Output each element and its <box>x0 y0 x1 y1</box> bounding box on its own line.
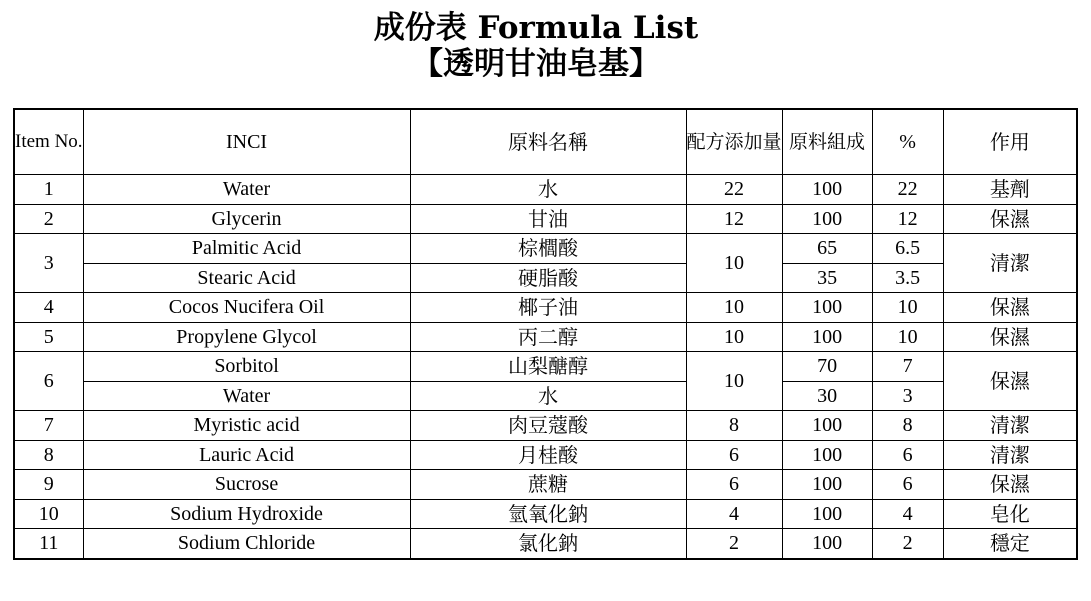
cell-percent: 3.5 <box>872 263 943 293</box>
cell-composition: 65 <box>782 234 872 264</box>
cell-composition: 30 <box>782 381 872 411</box>
table-row <box>14 175 1077 205</box>
cell-function: 保濕 <box>943 470 1077 500</box>
cell-composition: 100 <box>782 204 872 234</box>
cell-function: 清潔 <box>943 440 1077 470</box>
cell-percent: 22 <box>872 175 943 205</box>
cell-function: 保濕 <box>943 293 1077 323</box>
cell-item: 3 <box>14 234 83 293</box>
cell-composition: 100 <box>782 411 872 441</box>
cell-percent: 6 <box>872 440 943 470</box>
table-row <box>14 204 1077 234</box>
cell-function: 清潔 <box>943 411 1077 441</box>
cell-percent: 3 <box>872 381 943 411</box>
header-material-name: 原料名稱 <box>410 109 686 175</box>
cell-amount: 10 <box>686 322 782 352</box>
cell-material-name: 肉豆蔻酸 <box>410 411 686 441</box>
table-row <box>14 440 1077 470</box>
cell-percent: 10 <box>872 293 943 323</box>
cell-percent: 10 <box>872 322 943 352</box>
cell-item: 5 <box>14 322 83 352</box>
cell-material-name: 丙二醇 <box>410 322 686 352</box>
cell-composition: 100 <box>782 529 872 559</box>
cell-inci: Sodium Hydroxide <box>83 499 410 529</box>
cell-composition: 100 <box>782 175 872 205</box>
header-item-no: Item No. <box>14 109 83 175</box>
table-row <box>14 263 1077 293</box>
cell-inci: Water <box>83 175 410 205</box>
cell-function: 保濕 <box>943 204 1077 234</box>
cell-material-name: 蔗糖 <box>410 470 686 500</box>
cell-inci: Stearic Acid <box>83 263 410 293</box>
cell-item: 8 <box>14 440 83 470</box>
cell-amount: 10 <box>686 352 782 411</box>
table-row <box>14 381 1077 411</box>
table-row <box>14 322 1077 352</box>
cell-composition: 100 <box>782 322 872 352</box>
cell-inci: Myristic acid <box>83 411 410 441</box>
cell-material-name: 氯化鈉 <box>410 529 686 559</box>
cell-composition: 70 <box>782 352 872 382</box>
cell-composition: 100 <box>782 440 872 470</box>
cell-item: 11 <box>14 529 83 559</box>
cell-material-name: 水 <box>410 175 686 205</box>
cell-percent: 2 <box>872 529 943 559</box>
cell-inci: Propylene Glycol <box>83 322 410 352</box>
document-title <box>0 10 1072 82</box>
table-row <box>14 234 1077 264</box>
cell-material-name: 山梨醣醇 <box>410 352 686 382</box>
cell-percent: 12 <box>872 204 943 234</box>
cell-material-name: 硬脂酸 <box>410 263 686 293</box>
cell-inci: Palmitic Acid <box>83 234 410 264</box>
table-row <box>14 352 1077 382</box>
cell-amount: 4 <box>686 499 782 529</box>
cell-inci: Sucrose <box>83 470 410 500</box>
cell-inci: Sodium Chloride <box>83 529 410 559</box>
cell-material-name: 氫氧化鈉 <box>410 499 686 529</box>
cell-composition: 100 <box>782 293 872 323</box>
cell-amount: 22 <box>686 175 782 205</box>
formula-table <box>13 108 1078 560</box>
header-row <box>14 109 1077 175</box>
cell-material-name: 椰子油 <box>410 293 686 323</box>
cell-function: 保濕 <box>943 322 1077 352</box>
title-product-name: 【透明甘油皂基】 <box>412 46 660 82</box>
cell-composition: 35 <box>782 263 872 293</box>
table-row <box>14 499 1077 529</box>
cell-percent: 8 <box>872 411 943 441</box>
header-function: 作用 <box>943 109 1077 175</box>
cell-inci: Water <box>83 381 410 411</box>
table-row <box>14 470 1077 500</box>
header-percent: % <box>872 109 943 175</box>
cell-item: 4 <box>14 293 83 323</box>
cell-material-name: 甘油 <box>410 204 686 234</box>
title-formula-list: 成份表 Formula List <box>373 10 699 46</box>
cell-item: 6 <box>14 352 83 411</box>
header-material-composition: 原料組成 <box>782 109 872 175</box>
cell-amount: 10 <box>686 293 782 323</box>
cell-function: 穩定 <box>943 529 1077 559</box>
cell-percent: 6.5 <box>872 234 943 264</box>
cell-amount: 6 <box>686 470 782 500</box>
cell-composition: 100 <box>782 499 872 529</box>
cell-item: 9 <box>14 470 83 500</box>
cell-amount: 2 <box>686 529 782 559</box>
cell-function: 基劑 <box>943 175 1077 205</box>
cell-item: 7 <box>14 411 83 441</box>
cell-percent: 6 <box>872 470 943 500</box>
cell-inci: Glycerin <box>83 204 410 234</box>
cell-percent: 7 <box>872 352 943 382</box>
cell-material-name: 月桂酸 <box>410 440 686 470</box>
header-formula-amount: 配方添加量 <box>686 109 782 175</box>
cell-inci: Lauric Acid <box>83 440 410 470</box>
table-row <box>14 411 1077 441</box>
cell-item: 1 <box>14 175 83 205</box>
cell-amount: 12 <box>686 204 782 234</box>
cell-material-name: 棕櫚酸 <box>410 234 686 264</box>
cell-material-name: 水 <box>410 381 686 411</box>
table-row <box>14 293 1077 323</box>
cell-function: 皂化 <box>943 499 1077 529</box>
cell-item: 2 <box>14 204 83 234</box>
cell-function: 保濕 <box>943 352 1077 411</box>
cell-function: 清潔 <box>943 234 1077 293</box>
cell-inci: Cocos Nucifera Oil <box>83 293 410 323</box>
cell-amount: 6 <box>686 440 782 470</box>
cell-composition: 100 <box>782 470 872 500</box>
table-row <box>14 529 1077 559</box>
cell-inci: Sorbitol <box>83 352 410 382</box>
cell-amount: 8 <box>686 411 782 441</box>
cell-percent: 4 <box>872 499 943 529</box>
cell-amount: 10 <box>686 234 782 293</box>
header-inci: INCI <box>83 109 410 175</box>
cell-item: 10 <box>14 499 83 529</box>
